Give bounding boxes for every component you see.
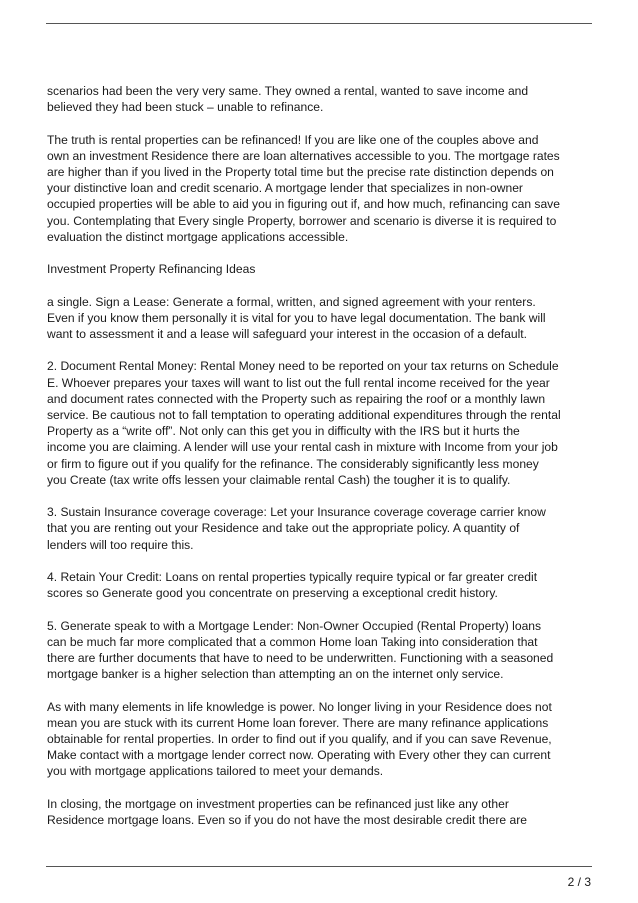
paragraph-knowledge-power: As with many elements in life knowledge is power. No longer living in your Residence does not mean you are stuck with its current Home loan forever. There are many refinance applications obtainable for rental properties. In order to find out if you qualify, and if you can save Revenue, Make contact with a mortgage lender correct now. Operating with Every other they can current you with mortgage applications tailored to meet your demands. xyxy=(47,699,552,779)
paragraph-tip-lender: 5. Generate speak to with a Mortgage Lender: Non-Owner Occupied (Rental Property) loans can be much far more complicated that a common Home loan Taking into consideration that there are further documents that have to need to be underwritten. Functioning with a seasoned mortgage banker is a higher selection than attempting an on the internet only service. xyxy=(47,618,554,682)
paragraph-tip-lease: a single. Sign a Lease: Generate a formal, written, and signed agreement with your renters. Even if you know them personally it is vital for you to have legal documentation. The bank will want to assessment it and a lease will safeguard your interest in the occasion of a default. xyxy=(47,294,546,341)
paragraph-rental-refinance: The truth is rental properties can be refinanced! If you are like one of the couples above and own an investment Residence there are loan alternatives accessible to you. The mortgage rates are higher than if you lived in the Property total time but the precise rate distinction depends on your distinctive loan and credit scenario. A mortgage lender that specializes in non-owner occupied properties will be able to aid you in figuring out if, and how much, refinancing can save you. Contemplating that Every single Property, borrower and scenario is diverse it is required to evaluation the distinct mortgage applications accessible. xyxy=(47,132,560,244)
header-divider xyxy=(46,23,592,24)
paragraph-tip-insurance: 3. Sustain Insurance coverage coverage: Let your Insurance coverage coverage carrier know that you are renting out your Residence and take out the appropriate policy. A quantity of lenders will too require this. xyxy=(47,505,546,552)
paragraph-tip-rental-money: 2. Document Rental Money: Rental Money need to be reported on your tax returns on Schedule E. Whoever prepares your taxes will want to list out the full rental income received for the year and document rates connected with the Property such as repairing the roof or a monthly lawn service. Be cautious not to fall temptation to operating additional expenditures through the rental Property as a “write off”. Not only can this get you in difficulty with the IRS but it hurts the income you are claiming. A lender will use your rental cash in mixture with Income from your job or firm to figure out if you qualify for the refinance. The considerably significantly less money you Create (tax write offs lessen your claimable rental Cash) the tougher it is to qualify. xyxy=(47,359,561,487)
paragraph-intro-continuation: scenarios had been the very very same. They owned a rental, wanted to save income and believed they had been stuck – unable to refinance. xyxy=(47,84,529,115)
document-body xyxy=(47,83,595,844)
section-heading: Investment Property Refinancing Ideas xyxy=(47,262,256,277)
footer-divider xyxy=(46,866,592,867)
paragraph-closing: In closing, the mortgage on investment properties can be refinanced just like any other Residence mortgage loans. Even so if you do not have the most desirable credit there are xyxy=(47,796,527,827)
paragraph-tip-credit: 4. Retain Your Credit: Loans on rental properties typically require typical or far greater credit scores so Generate good you concentrate on preserving a exceptional credit history. xyxy=(47,570,538,601)
page-number: 2 / 3 xyxy=(567,875,591,889)
